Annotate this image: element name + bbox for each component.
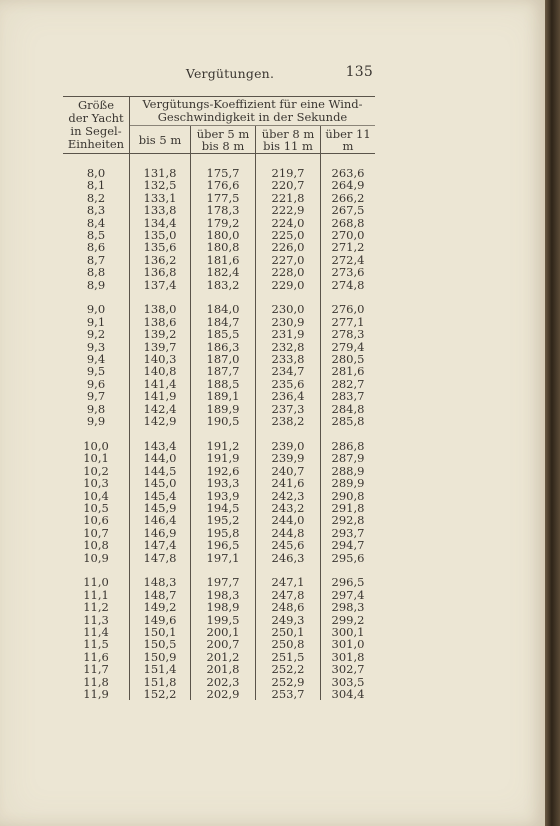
coefficient-cell: 144,5 (130, 465, 191, 477)
coefficient-cell: 284,8 (331, 401, 365, 416)
coefficient-cell: 133,8 (130, 204, 191, 216)
coefficient-cell: 219,7 (256, 167, 321, 179)
coefficient-cell: 280,5 (331, 352, 365, 367)
coefficient-cell: 291,8 (331, 500, 365, 515)
coefficient-cell: 240,7 (256, 465, 321, 477)
coefficient-cell: 142,4 (130, 403, 191, 415)
yacht-size-cell: 11,5 (63, 638, 130, 650)
coefficient-cell: 239,0 (256, 440, 321, 452)
coefficient-cell: 191,2 (191, 440, 256, 452)
table-row (63, 390, 375, 402)
header-size-line: der Yacht (68, 111, 124, 125)
coefficient-cell: 281,6 (331, 364, 365, 379)
coefficient-cell: 232,8 (256, 341, 321, 353)
yacht-size-cell: 11,2 (63, 601, 130, 613)
yacht-size-cell: 11,1 (63, 589, 130, 601)
yacht-size-cell: 8,7 (63, 254, 130, 266)
coefficient-cell: 233,8 (256, 353, 321, 365)
coefficient-cell: 264,9 (331, 178, 365, 193)
coefficient-cell: 250,8 (256, 638, 321, 650)
coefficient-cell: 231,9 (256, 328, 321, 340)
yacht-size-cell: 10,9 (63, 552, 130, 564)
coefficient-cell: 142,9 (130, 415, 191, 427)
coefficient-cell: 227,0 (256, 254, 321, 266)
coefficient-cell: 139,2 (130, 328, 191, 340)
coefficient-cell: 197,7 (191, 576, 256, 588)
spacer-cell (256, 154, 321, 168)
coefficient-cell: 234,7 (256, 365, 321, 377)
coefficient-cell: 279,4 (331, 339, 365, 354)
coefficient-cell: 143,4 (130, 440, 191, 452)
yacht-size-cell: 10,5 (63, 502, 130, 514)
coefficient-cell: 243,2 (256, 502, 321, 514)
coefficient-cell: 304,4 (331, 687, 365, 702)
table-row (63, 552, 375, 564)
yacht-size-cell: 9,4 (63, 353, 130, 365)
table-row (63, 415, 375, 427)
coefficient-cell: 178,3 (191, 204, 256, 216)
coefficient-cell: 199,5 (191, 614, 256, 626)
coefficient-cell: 175,7 (191, 167, 256, 179)
header-up-to-5m: bis 5 m (130, 126, 191, 154)
coefficient-cell: 146,4 (130, 514, 191, 526)
coefficient-cell: 271,2 (331, 240, 365, 255)
coefficient-cell: 146,9 (130, 527, 191, 539)
coefficient-cell: 200,1 (191, 626, 256, 638)
coefficient-cell: 202,3 (191, 676, 256, 688)
group-spacer (63, 154, 375, 168)
yacht-size-cell: 8,0 (63, 167, 130, 179)
coefficient-cell: 185,5 (191, 328, 256, 340)
coefficient-cell: 176,6 (191, 179, 256, 191)
coefficient-cell: 144,0 (130, 452, 191, 464)
coefficient-cell: 150,5 (130, 638, 191, 650)
page-number: 135 (345, 64, 373, 80)
coefficient-cell: 145,9 (130, 502, 191, 514)
coefficient-cell: 295,6 (331, 550, 365, 565)
coefficient-cell: 272,4 (331, 252, 365, 267)
coefficient-cell: 190,5 (191, 415, 256, 427)
table-row (63, 601, 375, 613)
coefficient-cell: 151,4 (130, 663, 191, 675)
yacht-size-cell: 11,6 (63, 651, 130, 663)
coefficient-cell: 147,4 (130, 539, 191, 551)
table-row (63, 328, 375, 340)
coefficient-cell: 145,4 (130, 490, 191, 502)
coefficient-cell: 267,5 (331, 203, 365, 218)
coefficient-cell: 187,0 (191, 353, 256, 365)
table-row (63, 241, 375, 253)
coefficient-cell: 177,5 (191, 192, 256, 204)
coefficient-cell: 187,7 (191, 365, 256, 377)
yacht-size-cell: 8,3 (63, 204, 130, 216)
coefficient-cell: 149,6 (130, 614, 191, 626)
header-coefficient-line: Geschwindigkeit in der Sekunde (157, 110, 348, 124)
coefficient-cell: 189,1 (191, 390, 256, 402)
table-row (63, 266, 375, 278)
coefficient-cell: 276,0 (331, 302, 365, 317)
coefficient-cell: 136,2 (130, 254, 191, 266)
coefficient-cell: 250,1 (256, 626, 321, 638)
running-head (0, 66, 545, 86)
coefficient-cell: 246,3 (256, 552, 321, 564)
coefficient-cell: 296,5 (331, 575, 365, 590)
coefficient-cell: 301,8 (331, 649, 365, 664)
coefficient-cell: 138,6 (130, 316, 191, 328)
yacht-size-cell: 10,4 (63, 490, 130, 502)
coefficient-cell: 148,3 (130, 576, 191, 588)
coefficient-cell: 149,2 (130, 601, 191, 613)
coefficient-cell: 251,5 (256, 651, 321, 663)
header-coefficient (130, 97, 376, 126)
running-head-title: Vergütungen. (185, 66, 275, 81)
coefficient-cell: 141,4 (130, 378, 191, 390)
table-row (63, 179, 375, 191)
coefficient-cell: 152,2 (130, 688, 191, 700)
coefficient-cell: 289,9 (331, 476, 365, 491)
header-over-11m: über 11 m (321, 126, 376, 154)
coefficient-cell: 194,5 (191, 502, 256, 514)
coefficient-cell: 184,7 (191, 316, 256, 328)
coefficient-cell: 188,5 (191, 378, 256, 390)
coefficient-cell: 299,2 (331, 612, 365, 627)
yacht-size-cell: 11,0 (63, 576, 130, 588)
coefficient-cell: 249,3 (256, 614, 321, 626)
header-size-line: Größe (77, 98, 115, 112)
coefficient-cell: 303,5 (331, 674, 365, 689)
table-row (63, 688, 375, 700)
coefficient-cell: 131,8 (130, 167, 191, 179)
coefficient-cell: 253,7 (256, 688, 321, 700)
coefficient-cell: 239,9 (256, 452, 321, 464)
yacht-size-cell: 9,7 (63, 390, 130, 402)
coefficient-cell: 183,2 (191, 279, 256, 291)
spacer-cell (191, 154, 256, 168)
coefficient-cell: 293,7 (331, 525, 365, 540)
header-5m-to-8m-line1: über 5 m (196, 126, 250, 141)
coefficient-cell: 266,2 (331, 190, 365, 205)
coefficient-cell: 228,0 (256, 266, 321, 278)
yacht-size-cell: 10,0 (63, 440, 130, 452)
header-coefficient-line: Vergütungs-Koeffizient für eine Wind- (142, 97, 363, 111)
coefficient-cell: 147,8 (130, 552, 191, 564)
coefficient-cell: 195,2 (191, 514, 256, 526)
coefficient-cell: 193,3 (191, 477, 256, 489)
coefficient-cell: 273,6 (331, 265, 365, 280)
yacht-size-cell: 11,7 (63, 663, 130, 675)
coefficient-cell: 184,0 (191, 303, 256, 315)
coefficient-cell: 141,9 (130, 390, 191, 402)
coefficient-cell: 193,9 (191, 490, 256, 502)
coefficient-cell: 134,4 (130, 217, 191, 229)
coefficient-cell: 300,1 (331, 624, 365, 639)
coefficient-cell: 286,8 (331, 438, 365, 453)
header-5m-to-8m (191, 126, 256, 154)
table-row (63, 477, 375, 489)
coefficient-cell: 136,8 (130, 266, 191, 278)
coefficient-cell: 226,0 (256, 241, 321, 253)
table-row (63, 576, 375, 588)
coefficient-cell: 287,9 (331, 451, 365, 466)
coefficient-cell: 282,7 (331, 376, 365, 391)
table-row (63, 204, 375, 216)
coefficient-cell: 237,3 (256, 403, 321, 415)
yacht-size-cell: 10,6 (63, 514, 130, 526)
spacer-cell (321, 154, 376, 168)
yacht-size-cell: 9,1 (63, 316, 130, 328)
coefficient-cell: 200,7 (191, 638, 256, 650)
yacht-size-cell: 9,3 (63, 341, 130, 353)
coefficient-cell: 274,8 (331, 277, 365, 292)
yacht-size-cell: 11,9 (63, 688, 130, 700)
coefficient-cell: 198,9 (191, 601, 256, 613)
coefficient-cell: 135,6 (130, 241, 191, 253)
header-8m-to-11m-line2: bis 11 m (263, 138, 313, 153)
coefficient-cell: 145,0 (130, 477, 191, 489)
coefficient-cell: 290,8 (331, 488, 365, 503)
yacht-size-cell: 8,1 (63, 179, 130, 191)
compensation-coefficient-table (63, 96, 375, 700)
table-row (63, 539, 375, 551)
yacht-size-cell: 10,1 (63, 452, 130, 464)
coefficient-cell: 132,5 (130, 179, 191, 191)
coefficient-cell: 191,9 (191, 452, 256, 464)
yacht-size-cell: 10,7 (63, 527, 130, 539)
coefficient-cell: 180,0 (191, 229, 256, 241)
coefficient-cell: 196,5 (191, 539, 256, 551)
coefficient-cell: 238,2 (256, 415, 321, 427)
coefficient-cell: 140,3 (130, 353, 191, 365)
yacht-size-cell: 8,9 (63, 279, 130, 291)
coefficient-cell: 179,2 (191, 217, 256, 229)
coefficient-cell: 277,1 (331, 314, 365, 329)
coefficient-cell: 182,4 (191, 266, 256, 278)
coefficient-cell: 192,6 (191, 465, 256, 477)
yacht-size-cell: 8,2 (63, 192, 130, 204)
coefficient-cell: 298,3 (331, 600, 365, 615)
coefficient-cell: 245,6 (256, 539, 321, 551)
coefficient-cell: 242,3 (256, 490, 321, 502)
yacht-size-cell: 11,8 (63, 676, 130, 688)
coefficient-cell: 244,8 (256, 527, 321, 539)
coefficient-cell: 285,8 (331, 414, 365, 429)
spacer-cell (63, 154, 130, 168)
coefficient-cell: 230,9 (256, 316, 321, 328)
coefficient-cell: 252,2 (256, 663, 321, 675)
table-row (63, 638, 375, 650)
yacht-size-cell: 11,3 (63, 614, 130, 626)
coefficient-cell: 137,4 (130, 279, 191, 291)
table-body (63, 154, 375, 701)
coefficient-cell: 150,9 (130, 651, 191, 663)
coefficient-cell: 150,1 (130, 626, 191, 638)
yacht-size-cell: 8,8 (63, 266, 130, 278)
coefficient-cell: 133,1 (130, 192, 191, 204)
coefficient-cell: 292,8 (331, 513, 365, 528)
header-size-line: in Segel- (70, 124, 122, 138)
coefficient-cell: 181,6 (191, 254, 256, 266)
coefficient-cell: 302,7 (331, 662, 365, 677)
header-yacht-size (63, 97, 130, 154)
table-row (63, 452, 375, 464)
yacht-size-cell: 10,3 (63, 477, 130, 489)
coefficient-cell: 235,6 (256, 378, 321, 390)
coefficient-cell: 248,6 (256, 601, 321, 613)
coefficient-cell: 224,0 (256, 217, 321, 229)
yacht-size-cell: 9,8 (63, 403, 130, 415)
header-8m-to-11m (256, 126, 321, 154)
yacht-size-cell: 9,5 (63, 365, 130, 377)
header-size-line: Einheiten (67, 137, 125, 151)
spacer-cell (130, 154, 191, 168)
yacht-size-cell: 8,5 (63, 229, 130, 241)
coefficient-cell: 148,7 (130, 589, 191, 601)
table-row (63, 514, 375, 526)
coefficient-cell: 140,8 (130, 365, 191, 377)
coefficient-cell: 270,0 (331, 228, 365, 243)
yacht-size-cell: 10,2 (63, 465, 130, 477)
coefficient-cell: 202,9 (191, 688, 256, 700)
coefficient-cell: 195,8 (191, 527, 256, 539)
table-row (63, 303, 375, 315)
header-5m-to-8m-line2: bis 8 m (201, 138, 245, 153)
coefficient-cell: 139,7 (130, 341, 191, 353)
coefficient-cell: 151,8 (130, 676, 191, 688)
coefficient-cell: 294,7 (331, 538, 365, 553)
coefficient-cell: 301,0 (331, 637, 365, 652)
coefficient-cell: 138,0 (130, 303, 191, 315)
yacht-size-cell: 9,0 (63, 303, 130, 315)
coefficient-cell: 230,0 (256, 303, 321, 315)
coefficient-cell: 229,0 (256, 279, 321, 291)
coefficient-cell: 197,1 (191, 552, 256, 564)
table-row (63, 279, 375, 291)
coefficient-cell: 135,0 (130, 229, 191, 241)
book-spine (545, 0, 560, 826)
coefficient-cell: 252,9 (256, 676, 321, 688)
coefficient-cell: 236,4 (256, 390, 321, 402)
coefficient-cell: 201,8 (191, 663, 256, 675)
yacht-size-cell: 11,4 (63, 626, 130, 638)
coefficient-cell: 221,8 (256, 192, 321, 204)
coefficient-cell: 297,4 (331, 587, 365, 602)
yacht-size-cell: 9,9 (63, 415, 130, 427)
coefficient-cell: 222,9 (256, 204, 321, 216)
yacht-size-cell: 9,2 (63, 328, 130, 340)
coefficient-cell: 278,3 (331, 327, 365, 342)
coefficient-cell: 186,3 (191, 341, 256, 353)
yacht-size-cell: 8,6 (63, 241, 130, 253)
coefficient-cell: 247,8 (256, 589, 321, 601)
yacht-size-cell: 8,4 (63, 217, 130, 229)
coefficient-cell: 225,0 (256, 229, 321, 241)
yacht-size-cell: 9,6 (63, 378, 130, 390)
coefficient-cell: 263,6 (331, 166, 365, 180)
coefficient-cell: 247,1 (256, 576, 321, 588)
coefficient-cell: 283,7 (331, 389, 365, 404)
coefficient-cell: 201,2 (191, 651, 256, 663)
coefficient-cell: 244,0 (256, 514, 321, 526)
coefficient-cell: 288,9 (331, 463, 365, 478)
table-row (63, 663, 375, 675)
coefficient-cell: 189,9 (191, 403, 256, 415)
coefficient-cell: 268,8 (331, 215, 365, 230)
coefficient-cell: 180,8 (191, 241, 256, 253)
coefficient-cell: 198,3 (191, 589, 256, 601)
yacht-size-cell: 10,8 (63, 539, 130, 551)
coefficient-cell: 220,7 (256, 179, 321, 191)
coefficient-cell: 241,6 (256, 477, 321, 489)
header-8m-to-11m-line1: über 8 m (261, 126, 315, 141)
